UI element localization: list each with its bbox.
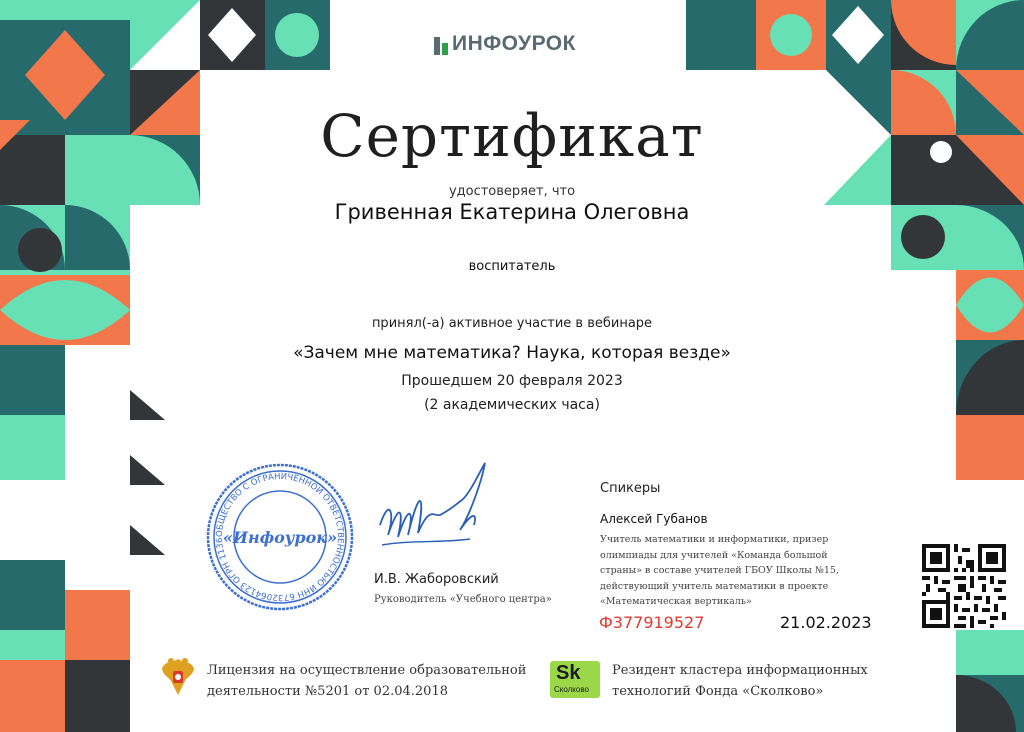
recipient-name: Гривенная Екатерина Олеговна	[334, 200, 690, 224]
logo-text-info: ИНФО	[452, 32, 518, 55]
license-line-2: деятельности №5201 от 02.04.2018	[207, 684, 448, 699]
license-line-1: Лицензия на осуществление образовательной	[207, 663, 527, 678]
stamp-center-text: «Инфоурок»	[222, 528, 338, 547]
signer-name: И.В. Жаборовский	[374, 572, 499, 587]
logo-icon	[434, 35, 450, 57]
signature	[370, 455, 500, 569]
webinar-date: Прошедшем 20 февраля 2023	[401, 373, 623, 389]
top-center-decoration	[200, 0, 330, 70]
issue-date: 21.02.2023	[780, 613, 872, 632]
logo-text-urok: УРОК	[518, 32, 576, 55]
resident-line-1: Резидент кластера информационных	[612, 663, 868, 678]
recipient-role: воспитатель	[468, 259, 556, 274]
license-text	[207, 660, 526, 702]
certificate-number: Ф377919527	[599, 613, 705, 632]
webinar-title: «Зачем мне математика? Наука, которая везде»	[293, 343, 731, 363]
organization-stamp	[205, 462, 355, 616]
skolkovo-badge-letters: Sk	[556, 662, 581, 684]
speakers-heading: Спикеры	[600, 481, 661, 496]
coat-of-arms-icon	[158, 655, 198, 703]
webinar-hours: (2 академических часа)	[424, 397, 600, 413]
skolkovo-badge-sub: Сколково	[554, 685, 589, 694]
skolkovo-badge	[550, 661, 600, 698]
signer-position: Руководитель «Учебного центра»	[374, 594, 552, 605]
stamp-ring-text: ОБЩЕСТВО С ОГРАНИЧЕННОЙ ОТВЕТСТВЕННОСТЬЮ ИНН 6732064123 ОГРН 1136	[214, 471, 346, 603]
qr-code[interactable]	[922, 544, 1006, 628]
participation-text: принял(-а) активное участие в вебинаре	[371, 316, 653, 331]
speaker-description: Учитель математики и информатики, призер олимпиады для учителей «Команда большой страны» в составе учителей ГБОУ Школы №15, действующий учитель математики в проекте «Математическая вертикаль»	[600, 534, 839, 607]
resident-line-2: технологий Фонда «Сколково»	[612, 684, 824, 699]
certificate-title: Сертификат	[320, 102, 704, 170]
skolkovo-resident-text	[612, 660, 868, 702]
certifies-text: удостоверяет, что	[448, 184, 576, 199]
speaker-name: Алексей Губанов	[600, 512, 708, 526]
infourok-logo	[430, 30, 600, 62]
